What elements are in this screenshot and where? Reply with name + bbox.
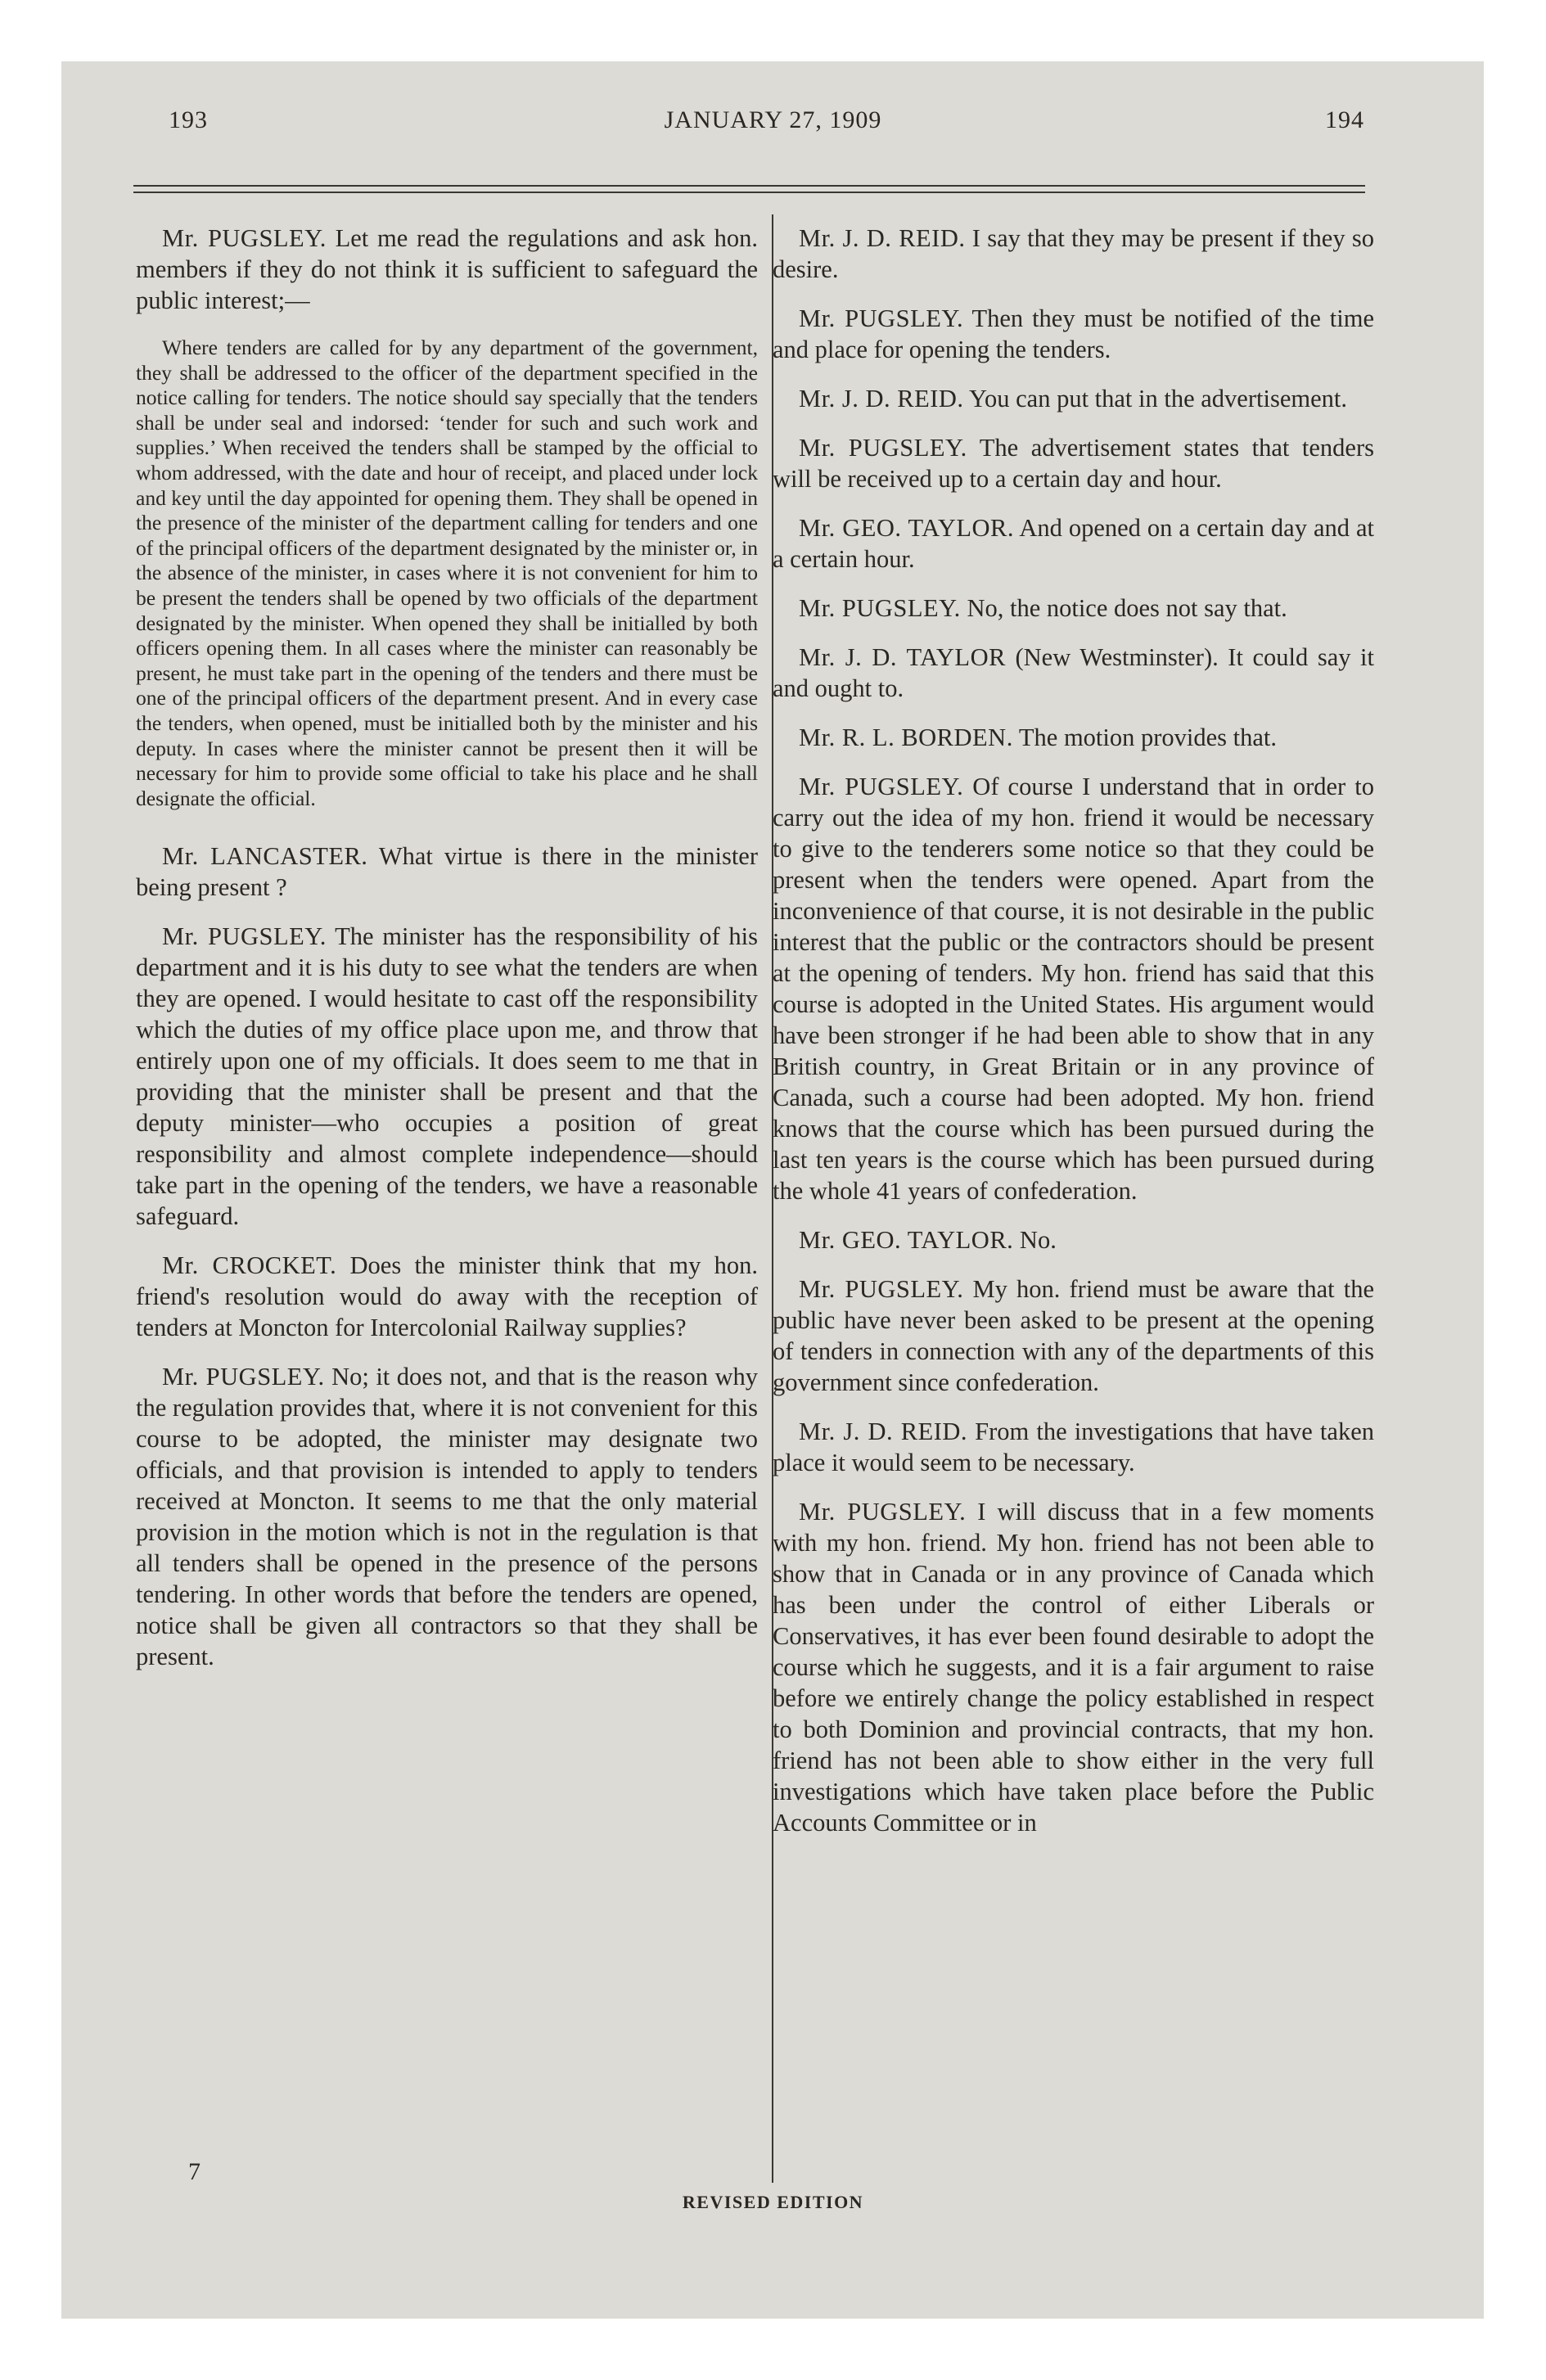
speaker-name: Mr. J. D. REID.: [799, 385, 964, 412]
paragraph: [136, 1361, 758, 1672]
speaker-name: Mr. CROCKET.: [162, 1251, 337, 1280]
speaker-name: Mr. R. L. BORDEN.: [799, 723, 1013, 751]
paragraph: [136, 921, 758, 1232]
speaker-name: Mr. PUGSLEY.: [162, 224, 327, 252]
page-date: JANUARY 27, 1909: [664, 106, 882, 133]
paragraph: [773, 771, 1374, 1206]
speaker-name: Mr. PUGSLEY.: [799, 594, 961, 622]
header-rule-bottom: [133, 192, 1365, 193]
paragraph: [773, 512, 1374, 575]
speaker-name: Mr. J. D. REID.: [799, 224, 966, 252]
signature-mark: 7: [188, 2158, 201, 2185]
speech-text: I say that they may be present if they so desire.: [773, 224, 1374, 283]
paragraph: [136, 223, 758, 316]
speech-text: No.: [1013, 1226, 1057, 1254]
speech-text: The minister has the responsibility of his department and it is his duty to see what the tenders are when they are opened. I would hesitate to cast off the responsibility which the duties of my office place upon me, and throw that entirely upon one of my officials. It does seem to me that in providing that the minister shall be present and that the deputy minister—who occupies a position of great responsibility and almost complete independence—should take part in the opening of the tenders, we have a reasonable safeguard.: [136, 922, 758, 1231]
speaker-name: Mr. PUGSLEY.: [799, 1275, 964, 1303]
speaker-name: Mr. PUGSLEY.: [162, 1363, 325, 1391]
speech-text: The advertisement states that tenders will be received up to a certain day and hour.: [773, 434, 1374, 493]
paragraph: [773, 303, 1374, 365]
speech-text: No, the notice does not say that.: [960, 594, 1287, 622]
speaker-name: Mr. GEO. TAYLOR.: [799, 514, 1015, 542]
speaker-name: Mr. PUGSLEY.: [799, 1498, 967, 1526]
page-number-right: 194: [1325, 106, 1364, 133]
regulation-quote: Where tenders are called for by any department of the government, they shall be addressed to the officer of the department specified in the notice calling for tenders. The notice should say specially that the tenders shall be under seal and indorsed: ‘tender for such and such work and supplies.’ When received the tenders shall be stamped by the official to whom addressed, with the date and hour of receipt, and placed under lock and key until the day appointed for opening them. They shall be opened in the presence of the minister of the department calling for tenders and one of the principal officers of the department designated by the minister or, in the absence of the minister, in cases where it is not convenient for him to be present the tenders shall be opened by two officials of the department designated by the minister. When opened they shall be initialled by both officers opening them. In all cases where the minister can reasonably be present, he must take part in the opening of the tenders and there must be one of the principal officers of the department present. And in every case the tenders, when opened, must be initialled both by the minister and his deputy. In cases where the minister cannot be present then it will be necessary for him to provide some official to take his place and he shall designate the official.: [136, 336, 758, 810]
paragraph: [136, 841, 758, 903]
paragraph: [773, 642, 1374, 704]
edition-label: REVISED EDITION: [682, 2192, 864, 2212]
right-column: [773, 223, 1374, 1856]
speaker-name: Mr. PUGSLEY.: [799, 434, 967, 462]
speech-text: My hon. friend must be aware that the public have never been asked to be present at the opening of tenders in connection with any of the departments of this government since confederation.: [773, 1275, 1374, 1396]
speaker-name: Mr. PUGSLEY.: [799, 304, 964, 332]
paragraph: [773, 383, 1374, 414]
page-number-left: 193: [169, 106, 208, 133]
paragraph: [773, 1416, 1374, 1478]
speaker-name: Mr. J. D. TAYLOR: [799, 643, 1006, 671]
speech-text: (New Westminster). It could say it and ought to.: [773, 643, 1374, 702]
speech-text: From the investigations that have taken place it would seem to be necessary.: [773, 1418, 1374, 1476]
speech-text: And opened on a certain day and at a certain hour.: [773, 514, 1374, 573]
paragraph: [773, 223, 1374, 285]
speaker-name: Mr. GEO. TAYLOR.: [799, 1226, 1014, 1254]
left-column: [136, 223, 758, 1690]
paragraph: [773, 432, 1374, 494]
header-rule-top: [133, 185, 1365, 187]
speaker-name: Mr. PUGSLEY.: [799, 773, 964, 800]
speech-text: The motion provides that.: [1012, 723, 1278, 751]
speaker-name: Mr. PUGSLEY.: [162, 922, 327, 951]
speech-text: I will discuss that in a few moments with my hon. friend. My hon. friend has not been able to show that in Canada or in any province of Canada which has been under the control of either Liberals or Conservatives, it has ever been found desirable to adopt the course which he suggests, and it is a fair argument to raise before we entirely change the policy established in respect to both Dominion and provincial contracts, that my hon. friend has not been able to show either in the very full investigations which have taken place before the Public Accounts Committee or in: [773, 1498, 1374, 1837]
paragraph: [773, 1224, 1374, 1255]
speech-text: Then they must be notified of the time and place for opening the tenders.: [773, 304, 1374, 363]
paragraph: [773, 722, 1374, 753]
speech-text: Of course I understand that in order to carry out the idea of my hon. friend it would be necessary to give to the tenderers some notice so that they could be present when the tenders were opened. Apart from the inconvenience of that course, it is not desirable in the public interest that the public or the contractors should be present at the opening of tenders. My hon. friend has said that this course is adopted in the United States. His argument would have been stronger if he had been able to show that in any British country, in Great Britain or in any province of Canada, such a course had been adopted. My hon. friend knows that the course which has been pursued during the last ten years is the course which has been pursued during the whole 41 years of confederation.: [773, 773, 1374, 1205]
speech-text: You can put that in the advertisement.: [963, 385, 1347, 412]
paragraph: [773, 593, 1374, 624]
paragraph: [136, 1250, 758, 1343]
speech-text: No; it does not, and that is the reason why the regulation provides that, where it is not convenient for this course to be adopted, the minister may designate two officials, and that provision is intended to apply to tenders received at Moncton. It seems to me that the only material provision in the motion which is not in the regulation is that all tenders shall be opened in the presence of the persons tendering. In other words that before the tenders are opened, notice shall be given all contractors so that they shall be present.: [136, 1363, 758, 1671]
speaker-name: Mr. J. D. REID.: [799, 1418, 968, 1445]
speech-text: What virtue is there in the minister being present ?: [136, 842, 758, 902]
paragraph: [773, 1273, 1374, 1398]
speech-text: Let me read the regulations and ask hon. members if they do not think it is sufficient to safeguard the public interest;—: [136, 224, 758, 314]
paragraph: [773, 1496, 1374, 1838]
speaker-name: Mr. LANCASTER.: [162, 842, 368, 871]
speech-text: Does the minister think that my hon. friend's resolution would do away with the reception of tenders at Moncton for Intercolonial Railway supplies?: [136, 1251, 758, 1342]
